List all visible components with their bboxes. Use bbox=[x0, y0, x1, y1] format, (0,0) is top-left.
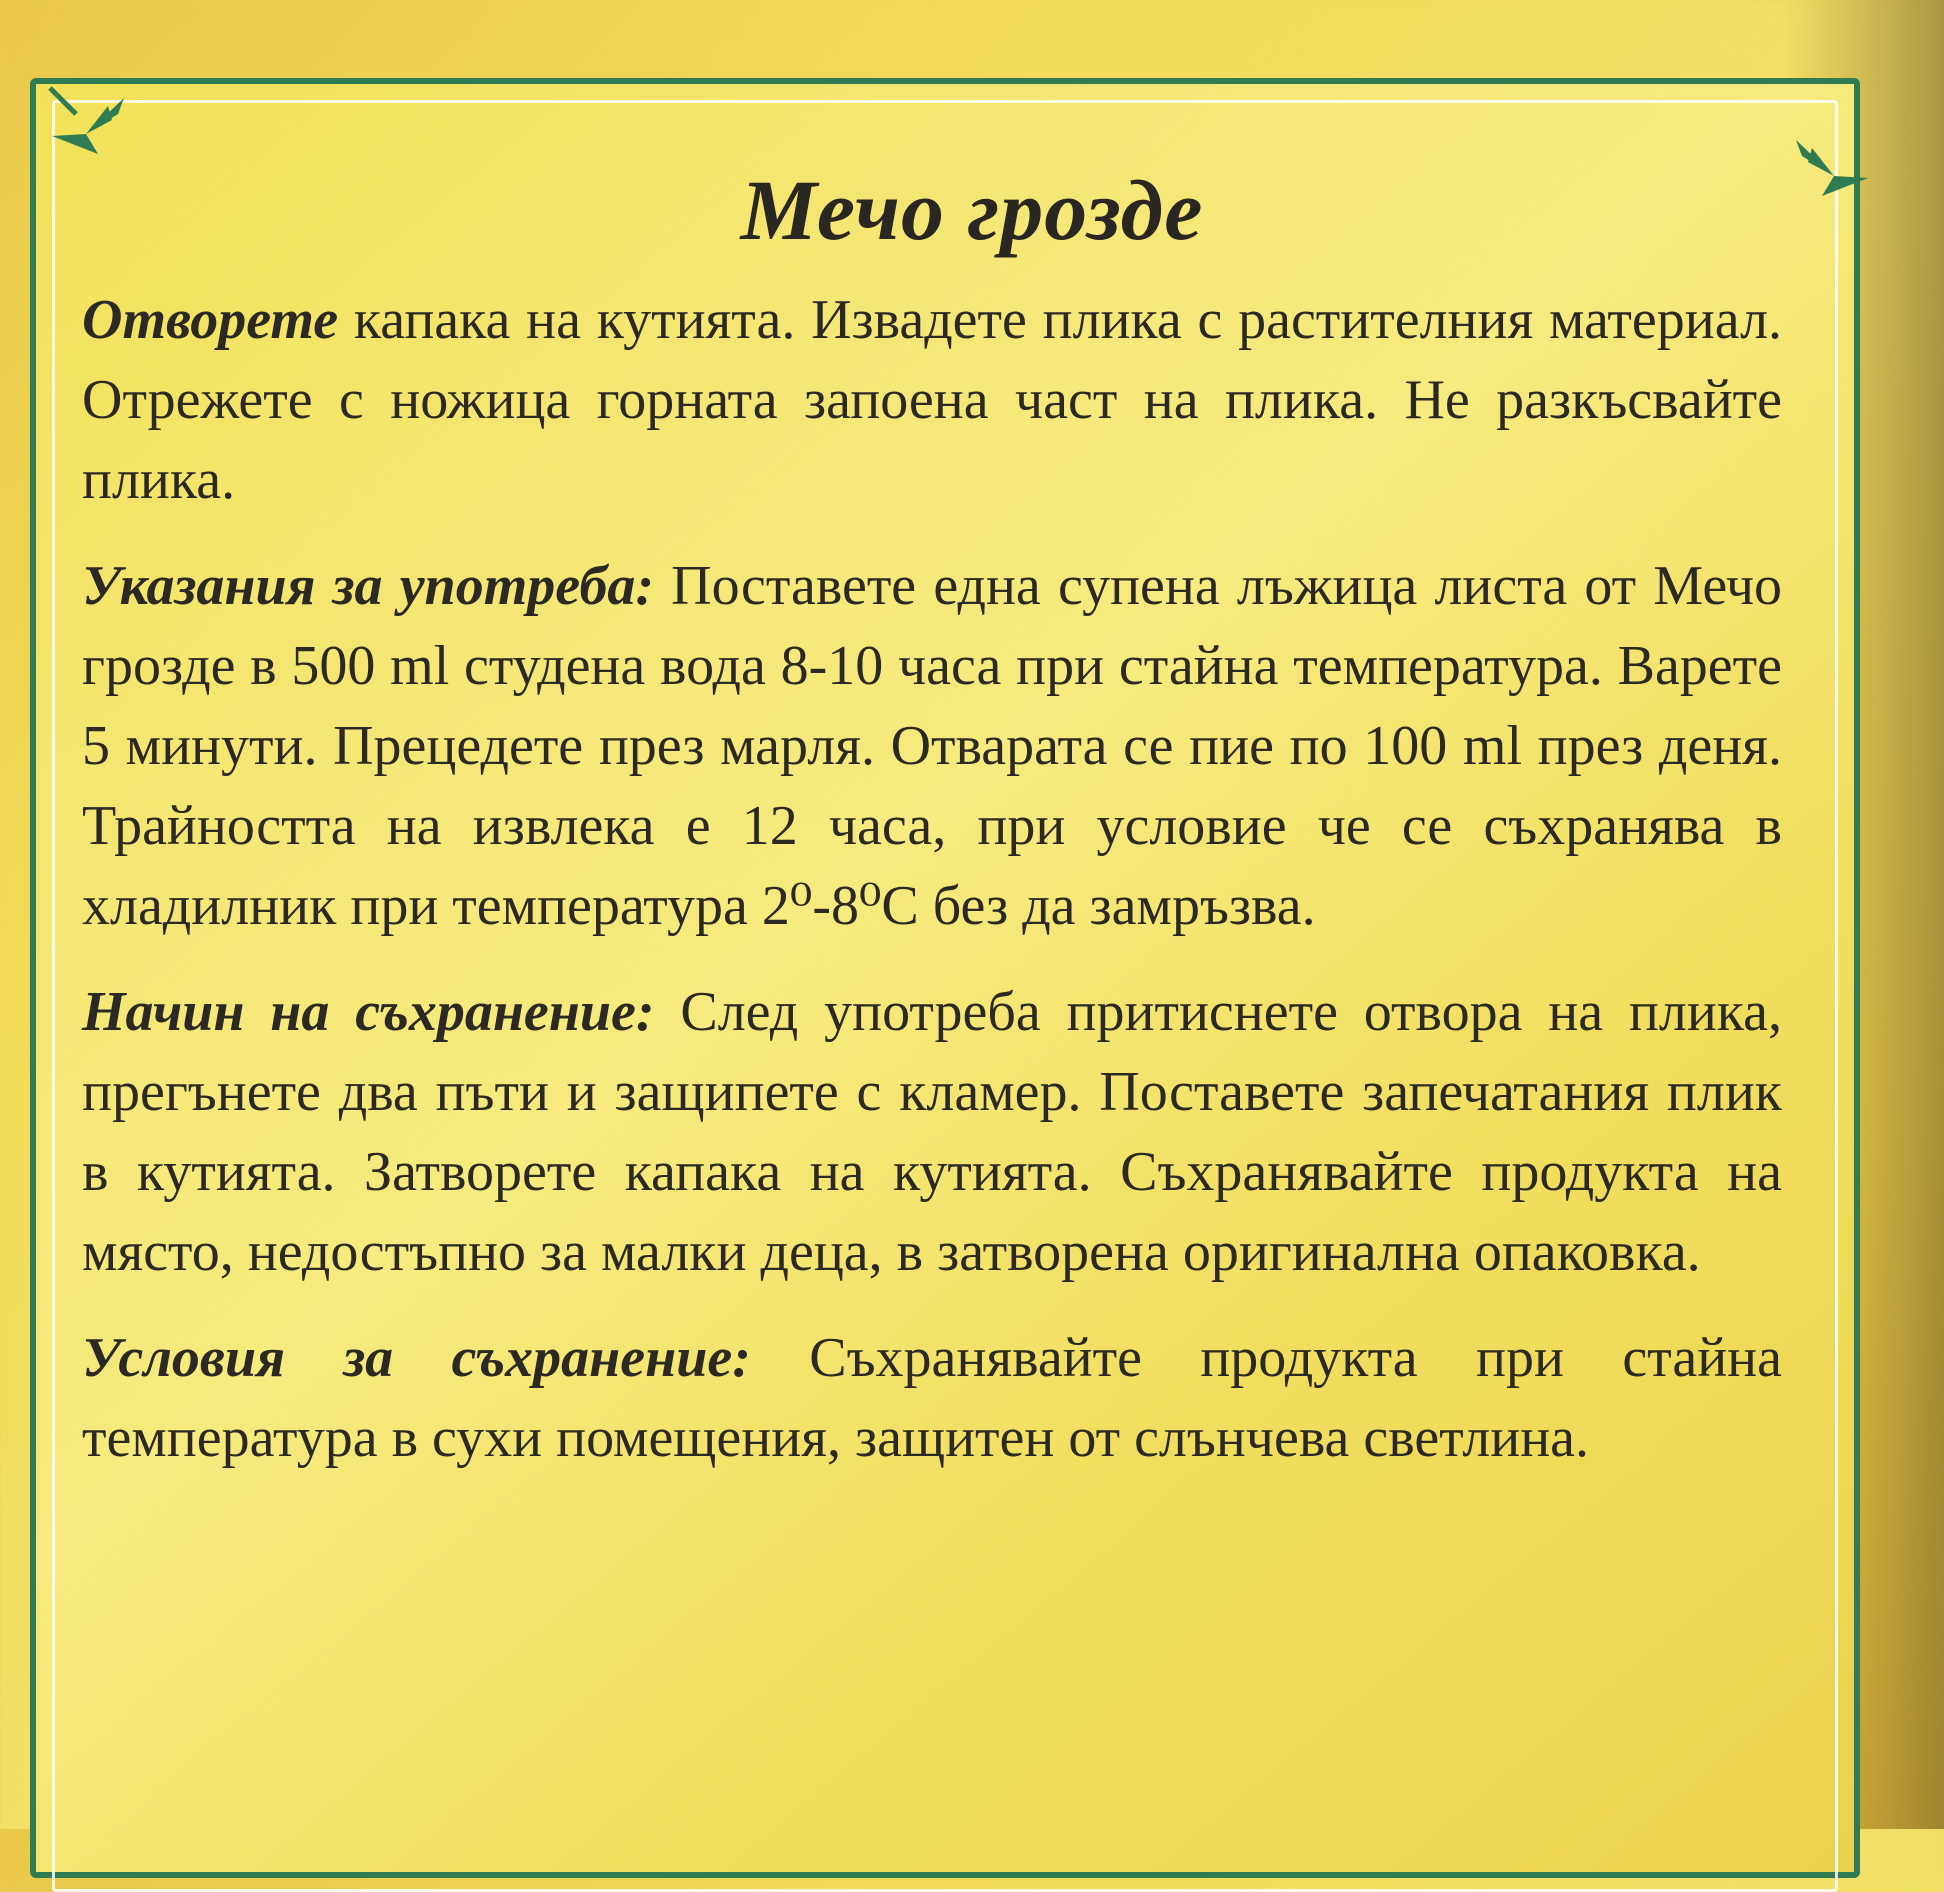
section-body: След употреба притиснете отвора на плика, прегънете два пъти и защипете с кламер. Поставете запечатания плик в кутията. Затворете капака на кутията. Съхранявайте продукта на място, недостъпно за малки деца, в затворена оригинална опаковка. bbox=[82, 981, 1783, 1283]
section-body: Съхранявайте продукта при стайна температура в сухи помещения, защитен от слънчева светлина. bbox=[82, 1327, 1782, 1469]
section-lead: Начин на съхранение: bbox=[82, 981, 655, 1043]
section-usage bbox=[82, 546, 1782, 946]
section-storage-conditions bbox=[82, 1318, 1782, 1478]
section-storage-method bbox=[82, 972, 1782, 1292]
product-title: Мечо грозде bbox=[740, 162, 1204, 258]
section-opening bbox=[82, 280, 1782, 520]
instructions-text bbox=[82, 280, 1782, 1504]
section-lead: Условия за съхранение: bbox=[82, 1327, 751, 1389]
section-body: капака на кутията. Извадете плика с растителния материал. Отрежете с ножица горната запоена част на плика. Не разкъсвайте плика. bbox=[82, 289, 1783, 511]
section-lead: Указания за употреба: bbox=[82, 555, 654, 617]
section-lead: Отворете bbox=[82, 289, 339, 351]
section-body: Поставете една супена лъжица листа от Мечо грозде в 500 ml студена вода 8-10 часа при стайна температура. Варете 5 минути. Прецедете през марля. Отварата се пие по 100 ml през деня. Трайността на извлека е 12 часа, при условие че се съхранява в хладилник при температура 2⁰-8⁰С без да замръзва. bbox=[82, 555, 1783, 937]
leaf-ornament-icon bbox=[46, 84, 130, 168]
